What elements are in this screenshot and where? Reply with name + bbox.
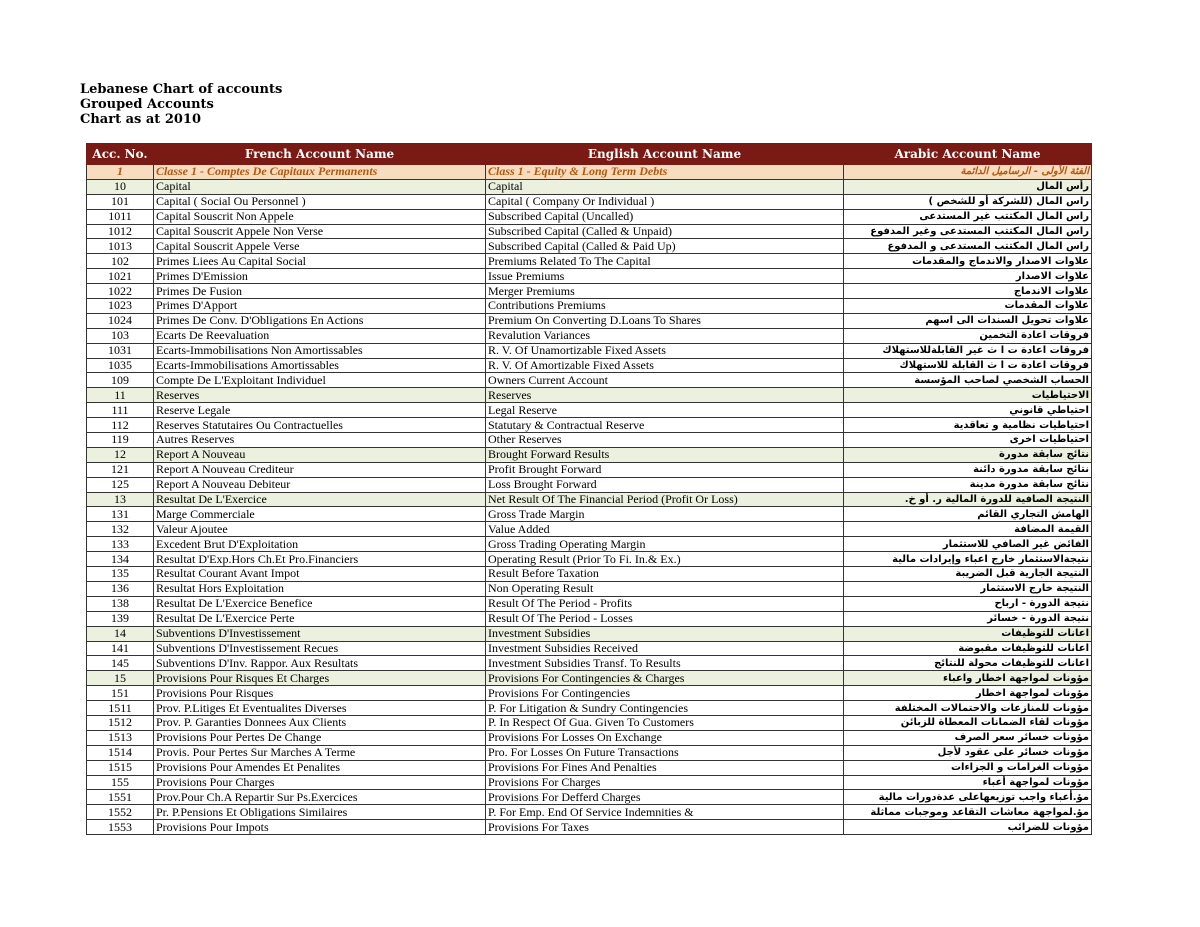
- french-name-cell: Autres Reserves: [154, 433, 486, 448]
- arabic-name-cell: احتياطيات نظامية و تعاقدية: [844, 418, 1092, 433]
- acc-no-cell: 1031: [87, 343, 154, 358]
- french-name-cell: Report A Nouveau Crediteur: [154, 462, 486, 477]
- acc-no-cell: 1513: [87, 730, 154, 745]
- arabic-name-cell: مؤونات الغرامات و الجزاءات: [844, 760, 1092, 775]
- acc-no-cell: 10: [87, 179, 154, 194]
- table-row: [87, 284, 1092, 299]
- acc-no-cell: 145: [87, 656, 154, 671]
- acc-no-cell: 109: [87, 373, 154, 388]
- english-name-cell: Pro. For Losses On Future Transactions: [486, 745, 844, 760]
- english-name-cell: Contributions Premiums: [486, 299, 844, 314]
- arabic-name-cell: نتيجة الدورة - خسائر: [844, 611, 1092, 626]
- english-name-cell: Merger Premiums: [486, 284, 844, 299]
- table-row: [87, 775, 1092, 790]
- english-name-cell: Operating Result (Prior To Fi. In.& Ex.): [486, 552, 844, 567]
- arabic-name-cell: احتياطي قانوني: [844, 403, 1092, 418]
- acc-no-cell: 134: [87, 552, 154, 567]
- english-name-cell: Capital ( Company Or Individual ): [486, 194, 844, 209]
- arabic-name-cell: نتيجة الدورة - ارباح: [844, 596, 1092, 611]
- arabic-name-cell: نتائج سابقة مدورة: [844, 447, 1092, 462]
- acc-no-cell: 14: [87, 626, 154, 641]
- table-row: [87, 418, 1092, 433]
- acc-no-cell: 112: [87, 418, 154, 433]
- english-name-cell: Loss Brought Forward: [486, 477, 844, 492]
- acc-no-cell: 1012: [87, 224, 154, 239]
- table-row: [87, 507, 1092, 522]
- english-name-cell: Premiums Related To The Capital: [486, 254, 844, 269]
- table-row: [87, 358, 1092, 373]
- table-row: [87, 581, 1092, 596]
- english-name-cell: P. For Litigation & Sundry Contingencies: [486, 701, 844, 716]
- english-name-cell: Subscribed Capital (Called & Paid Up): [486, 239, 844, 254]
- french-name-cell: Primes Liees Au Capital Social: [154, 254, 486, 269]
- column-header-arabic: Arabic Account Name: [844, 144, 1092, 165]
- french-name-cell: Resultat Courant Avant Impot: [154, 567, 486, 582]
- english-name-cell: Reserves: [486, 388, 844, 403]
- table-row: [87, 760, 1092, 775]
- table-row: [87, 805, 1092, 820]
- acc-no-cell: 135: [87, 567, 154, 582]
- french-name-cell: Capital ( Social Ou Personnel ): [154, 194, 486, 209]
- arabic-name-cell: علاوات المقدمات: [844, 299, 1092, 314]
- arabic-name-cell: مؤونات خسائر على عقود لأجل: [844, 745, 1092, 760]
- french-name-cell: Provisions Pour Risques: [154, 686, 486, 701]
- french-name-cell: Resultat De L'Exercice: [154, 492, 486, 507]
- french-name-cell: Pr. P.Pensions Et Obligations Similaires: [154, 805, 486, 820]
- arabic-name-cell: نتائج سابقة مدورة مدينة: [844, 477, 1092, 492]
- arabic-name-cell: اعانات للتوظيفات مقبوضة: [844, 641, 1092, 656]
- english-name-cell: Brought Forward Results: [486, 447, 844, 462]
- french-name-cell: Compte De L'Exploitant Individuel: [154, 373, 486, 388]
- english-name-cell: Result Of The Period - Losses: [486, 611, 844, 626]
- table-row: [87, 165, 1092, 180]
- arabic-name-cell: مؤ.أعباء واجب توزيعهاعلى عدةدورات مالية: [844, 790, 1092, 805]
- arabic-name-cell: راس المال المكتتب غير المستدعى: [844, 209, 1092, 224]
- accounts-table: [86, 143, 1092, 835]
- english-name-cell: Gross Trading Operating Margin: [486, 537, 844, 552]
- arabic-name-cell: علاوات تحويل السندات الى اسهم: [844, 313, 1092, 328]
- english-name-cell: Value Added: [486, 522, 844, 537]
- table-row: [87, 477, 1092, 492]
- english-name-cell: Result Of The Period - Profits: [486, 596, 844, 611]
- english-name-cell: Subscribed Capital (Uncalled): [486, 209, 844, 224]
- french-name-cell: Resultat D'Exp.Hors Ch.Et Pro.Financiers: [154, 552, 486, 567]
- arabic-name-cell: مؤونات لمواجهة اخطار واعباء: [844, 671, 1092, 686]
- english-name-cell: Issue Premiums: [486, 269, 844, 284]
- english-name-cell: Statutary & Contractual Reserve: [486, 418, 844, 433]
- acc-no-cell: 1515: [87, 760, 154, 775]
- french-name-cell: Report A Nouveau: [154, 447, 486, 462]
- arabic-name-cell: رأس المال: [844, 179, 1092, 194]
- acc-no-cell: 15: [87, 671, 154, 686]
- english-name-cell: Investment Subsidies: [486, 626, 844, 641]
- table-row: [87, 596, 1092, 611]
- arabic-name-cell: الاحتياطيات: [844, 388, 1092, 403]
- french-name-cell: Capital Souscrit Non Appele: [154, 209, 486, 224]
- english-name-cell: Provisions For Charges: [486, 775, 844, 790]
- acc-no-cell: 133: [87, 537, 154, 552]
- table-row: [87, 715, 1092, 730]
- table-row: [87, 745, 1092, 760]
- table-row: [87, 611, 1092, 626]
- table-row: [87, 343, 1092, 358]
- acc-no-cell: 139: [87, 611, 154, 626]
- english-name-cell: Owners Current Account: [486, 373, 844, 388]
- table-row: [87, 328, 1092, 343]
- table-row: [87, 701, 1092, 716]
- acc-no-cell: 1514: [87, 745, 154, 760]
- french-name-cell: Subventions D'Inv. Rappor. Aux Resultats: [154, 656, 486, 671]
- arabic-name-cell: الفئة الأولى - الرساميل الدائمة: [844, 165, 1092, 180]
- french-name-cell: Capital Souscrit Appele Verse: [154, 239, 486, 254]
- acc-no-cell: 103: [87, 328, 154, 343]
- acc-no-cell: 1021: [87, 269, 154, 284]
- french-name-cell: Provisions Pour Risques Et Charges: [154, 671, 486, 686]
- arabic-name-cell: مؤونات لمواجهة أعباء: [844, 775, 1092, 790]
- arabic-name-cell: مؤونات لقاء الضمانات المعطاة للزبائن: [844, 715, 1092, 730]
- french-name-cell: Ecarts-Immobilisations Non Amortissables: [154, 343, 486, 358]
- french-name-cell: Provis. Pour Pertes Sur Marches A Terme: [154, 745, 486, 760]
- arabic-name-cell: فروقات اعادة التخمين: [844, 328, 1092, 343]
- french-name-cell: Ecarts-Immobilisations Amortissables: [154, 358, 486, 373]
- english-name-cell: Revalution Variances: [486, 328, 844, 343]
- table-row: [87, 388, 1092, 403]
- arabic-name-cell: الهامش التجاري القائم: [844, 507, 1092, 522]
- english-name-cell: Net Result Of The Financial Period (Profit Or Loss): [486, 492, 844, 507]
- acc-no-cell: 12: [87, 447, 154, 462]
- arabic-name-cell: نتيجةالاستثمار خارج اعباء وإيرادات مالية: [844, 552, 1092, 567]
- french-name-cell: Primes D'Apport: [154, 299, 486, 314]
- arabic-name-cell: مؤ.لمواجهة معاشات التقاعد وموجبات مماثلة: [844, 805, 1092, 820]
- table-row: [87, 671, 1092, 686]
- english-name-cell: Investment Subsidies Received: [486, 641, 844, 656]
- table-row: [87, 433, 1092, 448]
- acc-no-cell: 1511: [87, 701, 154, 716]
- french-name-cell: Subventions D'Investissement: [154, 626, 486, 641]
- english-name-cell: Provisions For Fines And Penalties: [486, 760, 844, 775]
- table-row: [87, 179, 1092, 194]
- table-row: [87, 313, 1092, 328]
- french-name-cell: Marge Commerciale: [154, 507, 486, 522]
- arabic-name-cell: مؤونات للمنازعات والاحتمالات المختلفة: [844, 701, 1092, 716]
- table-row: [87, 641, 1092, 656]
- arabic-name-cell: النتيجة خارج الاستثمار: [844, 581, 1092, 596]
- table-row: [87, 462, 1092, 477]
- french-name-cell: Primes De Fusion: [154, 284, 486, 299]
- french-name-cell: Reserves: [154, 388, 486, 403]
- table-row: [87, 224, 1092, 239]
- english-name-cell: Other Reserves: [486, 433, 844, 448]
- acc-no-cell: 1: [87, 165, 154, 180]
- arabic-name-cell: علاوات الاندماج: [844, 284, 1092, 299]
- french-name-cell: Excedent Brut D'Exploitation: [154, 537, 486, 552]
- arabic-name-cell: فروقات اعادة ت ا ث غير القابلةللاستهلاك: [844, 343, 1092, 358]
- arabic-name-cell: نتائج سابقة مدورة دائنة: [844, 462, 1092, 477]
- column-header-english: English Account Name: [486, 144, 844, 165]
- table-row: [87, 730, 1092, 745]
- english-name-cell: Result Before Taxation: [486, 567, 844, 582]
- acc-no-cell: 1013: [87, 239, 154, 254]
- french-name-cell: Provisions Pour Impots: [154, 820, 486, 835]
- table-row: [87, 373, 1092, 388]
- arabic-name-cell: علاوات الاصدار: [844, 269, 1092, 284]
- arabic-name-cell: الفائض غير الصافي للاستثمار: [844, 537, 1092, 552]
- english-name-cell: Gross Trade Margin: [486, 507, 844, 522]
- arabic-name-cell: مؤونات لمواجهة اخطار: [844, 686, 1092, 701]
- acc-no-cell: 102: [87, 254, 154, 269]
- table-row: [87, 299, 1092, 314]
- english-name-cell: P. In Respect Of Gua. Given To Customers: [486, 715, 844, 730]
- acc-no-cell: 1035: [87, 358, 154, 373]
- english-name-cell: Provisions For Contingencies: [486, 686, 844, 701]
- english-name-cell: R. V. Of Amortizable Fixed Assets: [486, 358, 844, 373]
- acc-no-cell: 1023: [87, 299, 154, 314]
- arabic-name-cell: القيمة المضافة: [844, 522, 1092, 537]
- arabic-name-cell: اعانات للتوظيفات: [844, 626, 1092, 641]
- english-name-cell: Provisions For Defferd Charges: [486, 790, 844, 805]
- table-row: [87, 552, 1092, 567]
- acc-no-cell: 155: [87, 775, 154, 790]
- french-name-cell: Resultat De L'Exercice Benefice: [154, 596, 486, 611]
- arabic-name-cell: راس المال المكتتب المستدعى و المدفوع: [844, 239, 1092, 254]
- french-name-cell: Provisions Pour Pertes De Change: [154, 730, 486, 745]
- french-name-cell: Prov. P.Litiges Et Eventualites Diverses: [154, 701, 486, 716]
- column-header-acc-no: Acc. No.: [87, 144, 154, 165]
- french-name-cell: Reserve Legale: [154, 403, 486, 418]
- table-row: [87, 194, 1092, 209]
- table-row: [87, 254, 1092, 269]
- table-row: [87, 269, 1092, 284]
- english-name-cell: Premium On Converting D.Loans To Shares: [486, 313, 844, 328]
- acc-no-cell: 1011: [87, 209, 154, 224]
- table-row: [87, 820, 1092, 835]
- french-name-cell: Prov. P. Garanties Donnees Aux Clients: [154, 715, 486, 730]
- french-name-cell: Capital: [154, 179, 486, 194]
- table-row: [87, 790, 1092, 805]
- english-name-cell: Provisions For Taxes: [486, 820, 844, 835]
- arabic-name-cell: النتيجة الصافية للدورة المالية ر. أو خ.: [844, 492, 1092, 507]
- english-name-cell: Investment Subsidies Transf. To Results: [486, 656, 844, 671]
- english-name-cell: Provisions For Contingencies & Charges: [486, 671, 844, 686]
- heading-date: Chart as at 2010: [80, 112, 202, 127]
- arabic-name-cell: راس المال (للشركة أو للشخص ): [844, 194, 1092, 209]
- french-name-cell: Capital Souscrit Appele Non Verse: [154, 224, 486, 239]
- table-row: [87, 567, 1092, 582]
- acc-no-cell: 119: [87, 433, 154, 448]
- arabic-name-cell: مؤونات للضرائب: [844, 820, 1092, 835]
- french-name-cell: Report A Nouveau Debiteur: [154, 477, 486, 492]
- column-header-french: French Account Name: [154, 144, 486, 165]
- french-name-cell: Provisions Pour Amendes Et Penalites: [154, 760, 486, 775]
- heading-subtitle: Grouped Accounts: [80, 97, 214, 112]
- table-row: [87, 626, 1092, 641]
- english-name-cell: Provisions For Losses On Exchange: [486, 730, 844, 745]
- acc-no-cell: 1022: [87, 284, 154, 299]
- table-header-row: [87, 144, 1092, 165]
- table-row: [87, 656, 1092, 671]
- acc-no-cell: 141: [87, 641, 154, 656]
- acc-no-cell: 1552: [87, 805, 154, 820]
- french-name-cell: Resultat Hors Exploitation: [154, 581, 486, 596]
- table-row: [87, 537, 1092, 552]
- acc-no-cell: 1551: [87, 790, 154, 805]
- acc-no-cell: 101: [87, 194, 154, 209]
- french-name-cell: Primes De Conv. D'Obligations En Actions: [154, 313, 486, 328]
- table-row: [87, 492, 1092, 507]
- arabic-name-cell: علاوات الاصدار والاندماج والمقدمات: [844, 254, 1092, 269]
- acc-no-cell: 151: [87, 686, 154, 701]
- french-name-cell: Primes D'Emission: [154, 269, 486, 284]
- acc-no-cell: 1512: [87, 715, 154, 730]
- table-row: [87, 522, 1092, 537]
- french-name-cell: Prov.Pour Ch.A Repartir Sur Ps.Exercices: [154, 790, 486, 805]
- french-name-cell: Valeur Ajoutee: [154, 522, 486, 537]
- french-name-cell: Resultat De L'Exercice Perte: [154, 611, 486, 626]
- french-name-cell: Provisions Pour Charges: [154, 775, 486, 790]
- english-name-cell: Non Operating Result: [486, 581, 844, 596]
- french-name-cell: Reserves Statutaires Ou Contractuelles: [154, 418, 486, 433]
- arabic-name-cell: مؤونات خسائر سعر الصرف: [844, 730, 1092, 745]
- acc-no-cell: 138: [87, 596, 154, 611]
- english-name-cell: Class 1 - Equity & Long Term Debts: [486, 165, 844, 180]
- acc-no-cell: 11: [87, 388, 154, 403]
- arabic-name-cell: اعانات للتوظيفات محولة للنتائج: [844, 656, 1092, 671]
- table-row: [87, 403, 1092, 418]
- acc-no-cell: 136: [87, 581, 154, 596]
- english-name-cell: Subscribed Capital (Called & Unpaid): [486, 224, 844, 239]
- document-heading: [80, 82, 282, 127]
- english-name-cell: Profit Brought Forward: [486, 462, 844, 477]
- table-row: [87, 239, 1092, 254]
- french-name-cell: Classe 1 - Comptes De Capitaux Permanents: [154, 165, 486, 180]
- english-name-cell: P. For Emp. End Of Service Indemnities &: [486, 805, 844, 820]
- table-body: [87, 165, 1092, 835]
- acc-no-cell: 132: [87, 522, 154, 537]
- arabic-name-cell: الحساب الشخصي لصاحب المؤسسة: [844, 373, 1092, 388]
- acc-no-cell: 1024: [87, 313, 154, 328]
- acc-no-cell: 13: [87, 492, 154, 507]
- acc-no-cell: 125: [87, 477, 154, 492]
- arabic-name-cell: النتيجة الجارية قبل الضريبة: [844, 567, 1092, 582]
- heading-title: Lebanese Chart of accounts: [80, 82, 283, 97]
- acc-no-cell: 111: [87, 403, 154, 418]
- table-row: [87, 209, 1092, 224]
- table-row: [87, 447, 1092, 462]
- table-row: [87, 686, 1092, 701]
- acc-no-cell: 121: [87, 462, 154, 477]
- acc-no-cell: 131: [87, 507, 154, 522]
- english-name-cell: R. V. Of Unamortizable Fixed Assets: [486, 343, 844, 358]
- french-name-cell: Subventions D'Investissement Recues: [154, 641, 486, 656]
- arabic-name-cell: راس المال المكتتب المستدعى وغير المدفوع: [844, 224, 1092, 239]
- acc-no-cell: 1553: [87, 820, 154, 835]
- arabic-name-cell: احتياطيات اخرى: [844, 433, 1092, 448]
- english-name-cell: Capital: [486, 179, 844, 194]
- english-name-cell: Legal Reserve: [486, 403, 844, 418]
- french-name-cell: Ecarts De Reevaluation: [154, 328, 486, 343]
- arabic-name-cell: فروقات اعادة ت ا ث القابلة للاستهلاك: [844, 358, 1092, 373]
